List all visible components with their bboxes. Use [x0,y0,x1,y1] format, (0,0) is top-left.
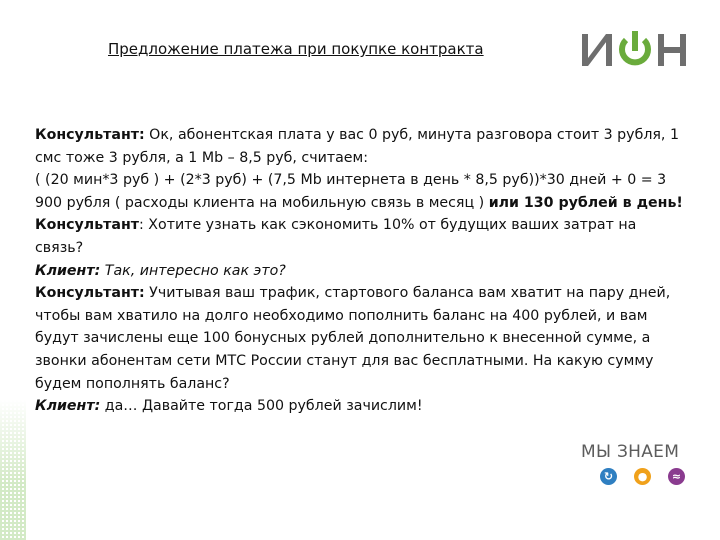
dialog-text [35,124,687,418]
dialog-text-segment: Ок, абонентская плата у вас 0 руб, минута разговора стоит 3 рубля, 1 смс тоже 3 рубля, а 1 Mb – 8,5 руб, считаем: [35,127,679,166]
orange-circle-icon: ● [634,468,651,485]
speaker-label: Клиент: [35,262,101,279]
dialog-line [35,282,687,395]
purple-circle-icon: ≈ [668,468,685,485]
slogan: МЫ ЗНАЕМ [581,442,680,462]
dialog-text-segment: да… Давайте тогда 500 рублей зачислим! [100,398,423,415]
dialog-text-segment: Учитывая ваш трафик, стартового баланса вам хватит на пару дней, чтобы вам хватило на долго необходимо пополнить баланс на 400 рублей, и вам будут зачислены еще 100 бонусных рублей дополнительно к внесенной сумме, а звонки абонентам сети МТС России станут для вас бесплатными. На какую сумму будем пополнять баланс? [35,285,671,392]
dialog-line [35,169,687,214]
speaker-label: Консультант: [35,127,145,143]
blue-circle-icon: ↻ [600,468,617,485]
dialog-bold-segment: или 130 рублей в день! [488,194,683,211]
dialog-line [35,124,687,169]
dialog-text-segment: : Хотите узнать как сэкономить 10% от будущих ваших затрат на связь? [35,217,637,256]
speaker-label: Консультант: [35,285,145,302]
dialog-text-segment: ( (20 мин*3 руб ) + (2*3 руб) + (7,5 Mb интернета в день * 8,5 руб))*30 дней + 0 = 3 900 рубля ( расходы клиента на мобильную связь в месяц ) [35,172,667,211]
dialog-line [35,395,687,418]
ion-logo [582,30,688,70]
side-decoration [0,400,26,540]
power-icon [622,31,648,62]
dialog-line [35,260,687,283]
dialog-line [35,214,687,259]
speaker-label: Клиент: [35,398,101,415]
slide-title: Предложение платежа при покупке контракта [108,40,484,58]
speaker-label: Консультант [35,217,139,234]
dialog-text-segment: Так, интересно как это? [100,262,286,279]
footer-icons [600,468,685,485]
